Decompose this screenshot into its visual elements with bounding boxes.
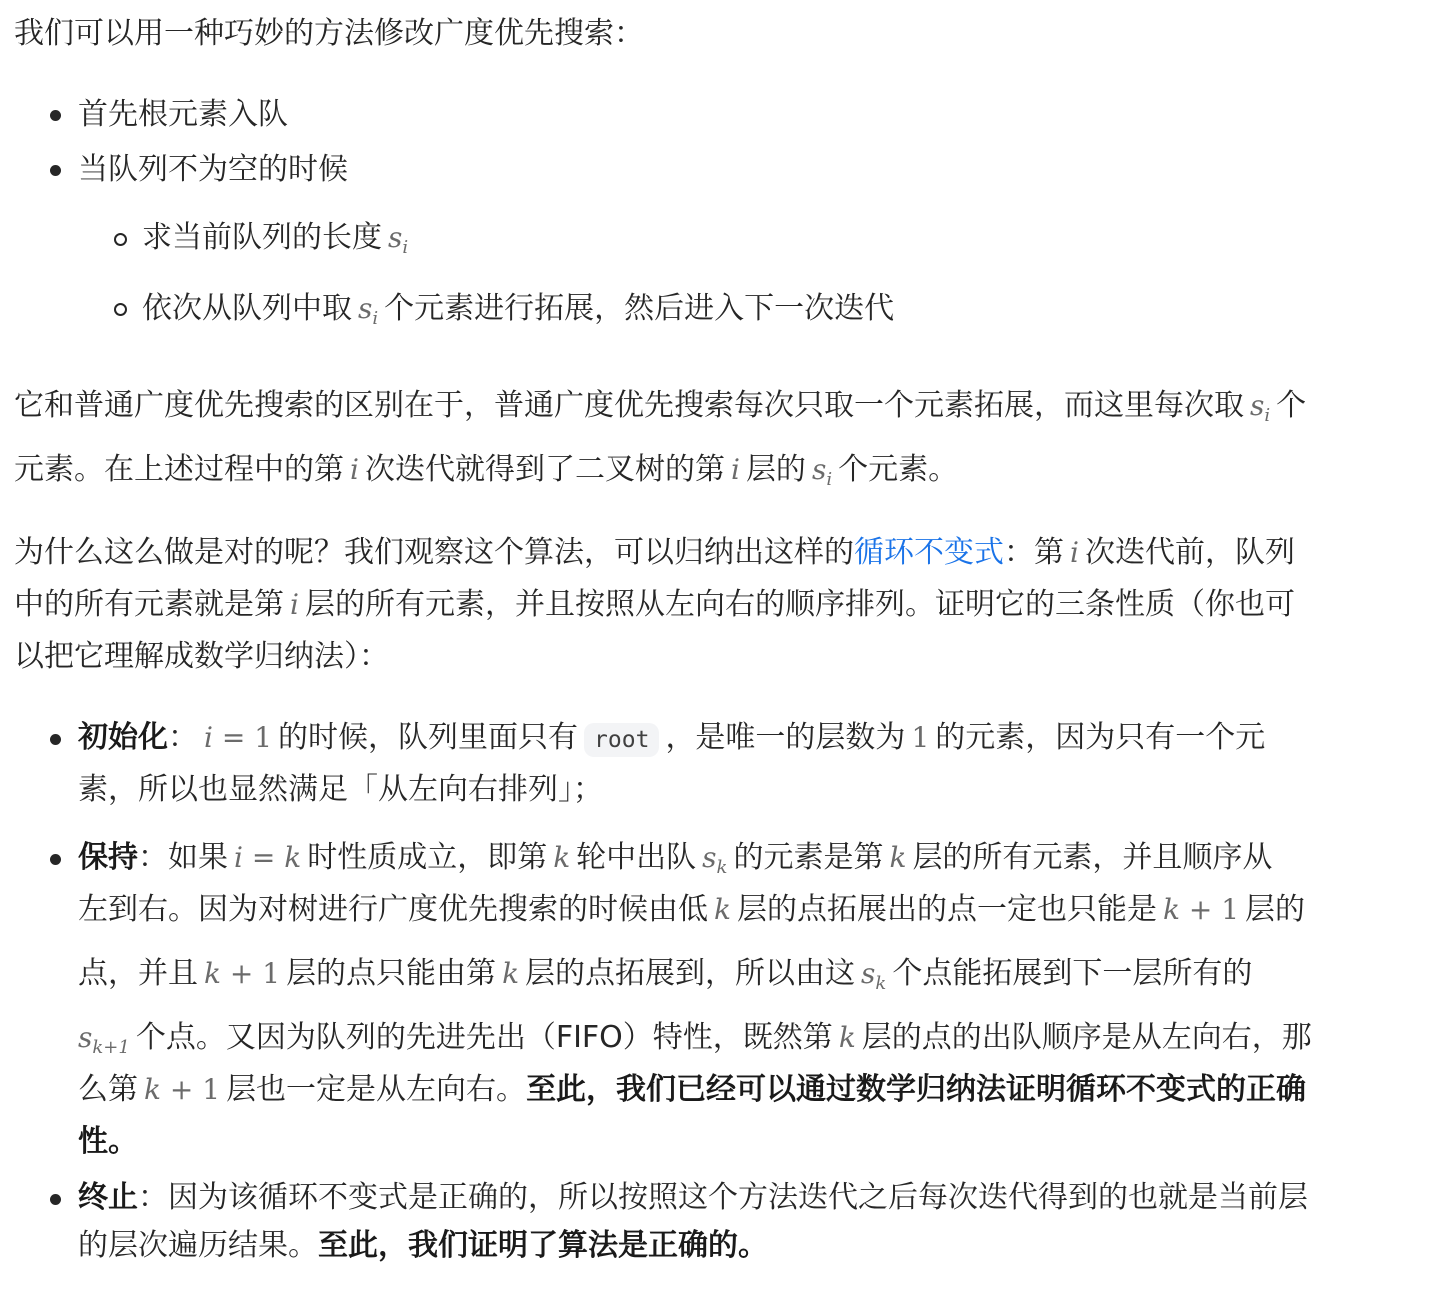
math-1: 1: [911, 721, 930, 754]
math-sk-plus-1: $s_{k+1}$: [78, 1021, 130, 1058]
math-si: $s_i$: [388, 221, 409, 258]
why-text-d: 中的所有元素就是第: [14, 587, 284, 622]
math-k-plus-1: k + 1: [1162, 893, 1240, 926]
math-k-plus-1: k + 1: [204, 957, 281, 990]
init-line-2: [78, 770, 603, 810]
keep-text-e: 层的所有元素，并且顺序从: [912, 840, 1273, 875]
init-text-b: 的时候，队列里面只有: [278, 720, 579, 755]
math-i: i: [730, 453, 740, 486]
diff-text-a: 它和普通广度优先搜索的区别在于，普通广度优先搜索每次只取一个元素拓展，而这里每次取: [14, 388, 1244, 423]
keep-text-i: 点，并且: [78, 956, 198, 991]
keep-text-b: 时性质成立，即第: [307, 840, 548, 875]
sub2-text-a: 依次从队列中取: [142, 291, 352, 326]
keep-label: 保持: [78, 840, 138, 875]
keep-text-k: 层的点拓展到，所以由这: [525, 956, 856, 991]
diff-text-b: 个: [1276, 388, 1307, 423]
math-k: k: [502, 957, 520, 990]
bullet-icon: [50, 110, 61, 121]
why-text-a: 为什么这么做是对的呢？我们观察这个算法，可以归纳出这样的: [14, 535, 854, 570]
sub-item-length: [142, 218, 414, 258]
keep-text-n: 层的点的出队顺序是从左向右，那: [861, 1020, 1312, 1055]
sub-item-expand: [142, 289, 894, 329]
keep-line-4: [78, 1018, 1312, 1058]
math-i: i: [1070, 536, 1079, 569]
math-i: i: [350, 453, 359, 486]
why-text-c: 次迭代前，队列: [1084, 535, 1295, 570]
keep-text-p: 层也一定是从左向右。: [226, 1072, 527, 1107]
diff-text-e: 层的: [745, 452, 806, 487]
bullet-icon: [50, 734, 61, 745]
math-sk: $s_k$: [702, 841, 728, 878]
diff-line-2: [14, 450, 958, 490]
term-bold: 至此，我们证明了算法是正确的。: [318, 1228, 768, 1263]
why-text-f: 以把它理解成数学归纳法）：: [14, 639, 389, 674]
init-line-1: [78, 718, 1265, 758]
step2-text: 当队列不为空的时候: [78, 152, 348, 187]
math-si: $s_i$: [811, 453, 833, 490]
math-k: k: [838, 1021, 856, 1054]
loop-invariant-link[interactable]: 循环不变式: [854, 535, 1004, 570]
math-sk: $s_k$: [861, 957, 887, 994]
diff-text-c: 元素。在上述过程中的第: [14, 452, 344, 487]
math-k-plus-1: k + 1: [144, 1073, 221, 1106]
term-label: 终止: [78, 1180, 138, 1215]
keep-bold-b: 性。: [78, 1124, 138, 1159]
keep-line-3: [78, 954, 1252, 994]
diff-text-d: 次迭代就得到了二叉树的第: [364, 452, 725, 487]
math-k: k: [889, 841, 907, 874]
sub1-text: 求当前队列的长度: [142, 220, 382, 255]
hollow-bullet-icon: [114, 233, 127, 246]
list-item-step2: [78, 150, 348, 190]
math-k: k: [714, 893, 731, 926]
math-si: $s_i$: [358, 292, 379, 329]
list-item-step1: [78, 95, 288, 135]
term-line-2: [78, 1226, 768, 1266]
keep-line-2: [78, 890, 1305, 930]
why-text-b: ：第: [1004, 535, 1064, 570]
keep-text-m: 个点。又因为队列的先进先出（FIFO）特性，既然第: [135, 1020, 833, 1055]
hollow-bullet-icon: [114, 303, 127, 316]
keep-text-h: 层的: [1245, 892, 1306, 927]
intro-text: 我们可以用一种巧妙的方法修改广度优先搜索：: [14, 16, 644, 51]
init-text-d: 的元素，因为只有一个元: [935, 720, 1266, 755]
keep-text-c: 轮中出队: [576, 840, 697, 875]
keep-text-a: ：如果: [138, 840, 228, 875]
math-k: k: [553, 841, 571, 874]
diff-line-1: [14, 386, 1306, 426]
keep-text-o: 么第: [78, 1072, 138, 1107]
why-text-e: 层的所有元素，并且按照从左向右的顺序排列。证明它的三条性质（你也可: [304, 587, 1295, 622]
math-i: i: [290, 588, 299, 621]
init-text-a: ：: [168, 720, 198, 755]
term-text-a: ：因为该循环不变式是正确的，所以按照这个方法迭代之后每次迭代得到的也就是当前层: [138, 1180, 1308, 1215]
keep-bold-a: 至此，我们已经可以通过数学归纳法证明循环不变式的正确: [526, 1072, 1307, 1107]
init-text-e: 素，所以也显然满足「从左向右排列」；: [78, 772, 603, 807]
keep-line-5: [78, 1070, 1306, 1110]
keep-text-g: 层的点拓展出的点一定也只能是: [736, 892, 1157, 927]
init-label: 初始化: [78, 720, 168, 755]
term-text-b: 的层次遍历结果。: [78, 1228, 318, 1263]
code-root: root: [584, 723, 659, 757]
math-i-eq-1: i = 1: [204, 721, 273, 754]
why-line-1: [14, 533, 1295, 573]
step1-text: 首先根元素入队: [78, 97, 288, 132]
math-i-eq-k: i = k: [234, 841, 302, 874]
intro-paragraph: [14, 14, 644, 54]
math-si: $s_i$: [1250, 389, 1271, 426]
why-line-2: [14, 585, 1295, 625]
why-line-3: [14, 637, 389, 677]
sub2-text-b: 个元素进行拓展，然后进入下一次迭代: [384, 291, 895, 326]
keep-line-6: [78, 1122, 138, 1162]
bullet-icon: [50, 165, 61, 176]
init-text-c: ，是唯一的层数为: [665, 720, 906, 755]
diff-text-f: 个元素。: [838, 452, 959, 487]
keep-text-d: 的元素是第: [733, 840, 884, 875]
keep-text-j: 层的点只能由第: [286, 956, 497, 991]
keep-text-l: 个点能拓展到下一层所有的: [892, 956, 1253, 991]
bullet-icon: [50, 1194, 61, 1205]
keep-text-f: 左到右。因为对树进行广度优先搜索的时候由低: [78, 892, 708, 927]
bullet-icon: [50, 854, 61, 865]
term-line-1: [78, 1178, 1308, 1218]
keep-line-1: [78, 838, 1272, 878]
